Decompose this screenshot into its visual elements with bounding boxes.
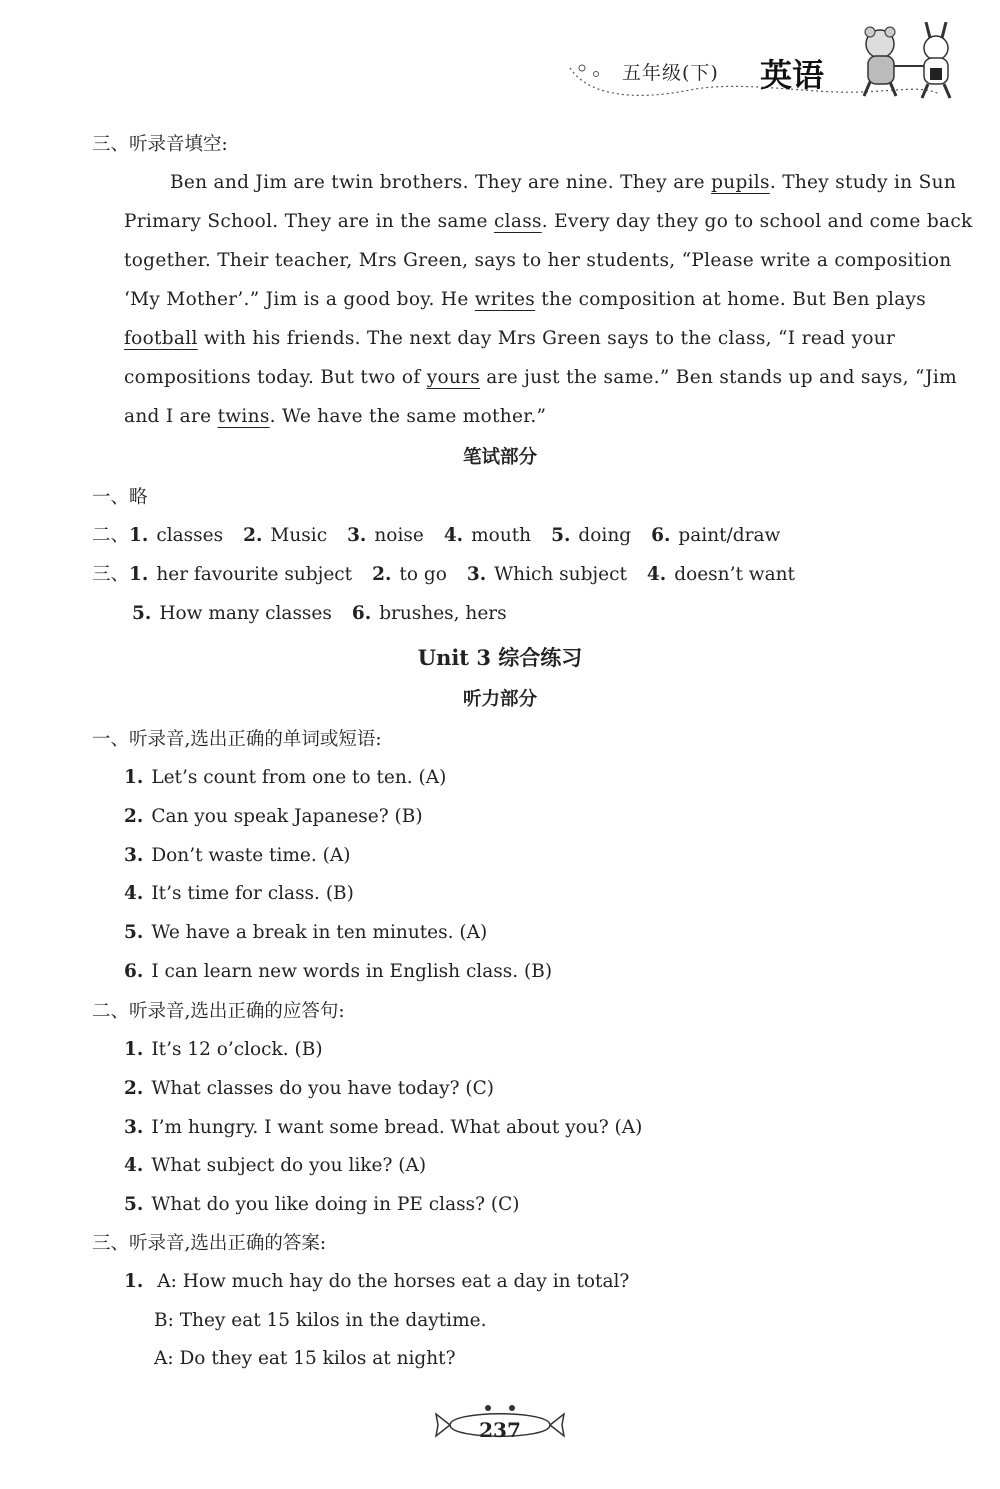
written-q2-row <box>92 524 780 548</box>
item-text: What subject do you like? (A) <box>151 1155 427 1177</box>
list-item <box>124 921 487 945</box>
item-number: 3. <box>124 844 144 866</box>
list-item <box>124 1077 494 1101</box>
answer-text: Music <box>270 525 328 546</box>
passage-text: . They study in Sun <box>769 172 957 193</box>
filled-answer: class <box>493 211 542 232</box>
passage-text: ‘My Mother’.” Jim is a good boy. He <box>124 289 475 310</box>
written-q2-label: 二、 <box>92 525 130 546</box>
answer-text: doing <box>578 525 632 546</box>
passage-line <box>170 171 956 195</box>
passage-text: and I are <box>124 406 218 427</box>
answer-text: brushes, hers <box>379 603 507 624</box>
cartoon-animals-icon <box>850 22 970 102</box>
answer-text: Which subject <box>494 564 627 585</box>
listening-part-heading: 听力部分 <box>462 689 537 710</box>
list-item <box>124 1116 642 1140</box>
item-number: 4. <box>124 883 144 905</box>
answer-text: How many classes <box>159 603 332 624</box>
item-number: 2. <box>243 525 263 546</box>
item-number: 1. <box>124 767 144 788</box>
item-number: 2. <box>372 564 392 585</box>
dialogue-line: A: Do they eat 15 kilos at night? <box>154 1348 456 1369</box>
item-number: 1. <box>129 525 149 546</box>
passage-text: . Every day they go to school and come back <box>541 211 973 232</box>
item-number: 2. <box>124 805 144 827</box>
unit-title: Unit 3 综合练习 <box>417 645 583 670</box>
header-grade-label: 五年级(下) <box>622 62 719 84</box>
part1-heading: 一、听录音,选出正确的单词或短语: <box>92 729 382 750</box>
header-subject-label: 英语 <box>760 56 825 94</box>
answer-text: doesn’t want <box>674 564 795 585</box>
passage-text: together. Their teacher, Mrs Green, says to her students, “Please write a composition <box>124 250 952 271</box>
item-text: It’s time for class. (B) <box>151 883 354 905</box>
section-heading-listen-fill: 三、听录音填空: <box>92 134 228 155</box>
filled-answer: football <box>124 328 198 349</box>
item-number: 1. <box>129 564 149 585</box>
item-number: 1. <box>124 1271 144 1292</box>
written-q1: 一、略 <box>92 487 148 508</box>
item-text: I can learn new words in English class. (B) <box>151 961 553 982</box>
item-number: 5. <box>124 922 144 944</box>
answer-text: her favourite subject <box>156 564 353 585</box>
written-q3-label: 三、 <box>92 564 130 585</box>
answer-text: mouth <box>471 525 532 546</box>
passage-line <box>124 210 973 234</box>
passage-text: . We have the same mother.” <box>269 406 547 427</box>
item-text: We have a break in ten minutes. (A) <box>151 922 488 944</box>
item-number: 1. <box>124 1039 144 1060</box>
passage-text: are just the same.” Ben stands up and says, “Jim <box>480 367 957 388</box>
passage-text: compositions today. But two of <box>124 367 427 388</box>
written-part-heading: 笔试部分 <box>462 447 537 468</box>
item-number: 3. <box>466 564 487 585</box>
passage-text: with his friends. The next day Mrs Green says to the class, “I read your <box>197 328 896 349</box>
passage-line <box>124 249 952 273</box>
item-number: 5. <box>132 603 152 624</box>
list-item <box>124 1038 323 1062</box>
list-item <box>124 1154 426 1178</box>
passage-line <box>124 288 926 312</box>
item-number: 3. <box>347 525 367 546</box>
list-item <box>124 844 350 868</box>
item-text: I’m hungry. I want some bread. What about you? (A) <box>151 1116 643 1138</box>
item-number: 6. <box>124 961 144 982</box>
part2-heading: 二、听录音,选出正确的应答句: <box>92 1001 345 1022</box>
list-item <box>124 805 423 829</box>
passage-text: Ben and Jim are twin brothers. They are nine. They are <box>170 172 712 193</box>
answer-text: to go <box>399 564 447 585</box>
item-text: Can you speak Japanese? (B) <box>151 805 423 827</box>
item-text: Don’t waste time. (A) <box>151 844 351 866</box>
list-item <box>124 960 552 984</box>
answer-text: classes <box>156 525 224 546</box>
part3-heading: 三、听录音,选出正确的答案: <box>92 1233 327 1254</box>
item-text: Let’s count from one to ten. (A) <box>151 767 447 788</box>
passage-text: Primary School. They are in the same <box>124 211 494 232</box>
item-number: 2. <box>124 1077 144 1099</box>
item-number: 6. <box>651 525 671 546</box>
item-number: 5. <box>124 1194 144 1216</box>
passage-line <box>124 405 546 429</box>
answer-text: noise <box>374 525 424 546</box>
passage-text: the composition at home. But Ben plays <box>535 289 927 310</box>
answer-text: paint/draw <box>678 525 781 546</box>
list-item <box>124 882 354 906</box>
filled-answer: pupils <box>711 172 770 193</box>
item-text: What do you like doing in PE class? (C) <box>151 1194 520 1216</box>
written-q3-row2 <box>132 602 507 626</box>
written-q3-row1 <box>92 563 795 587</box>
item-text: It’s 12 o’clock. (B) <box>151 1039 323 1060</box>
filled-answer: writes <box>474 289 536 310</box>
dialogue-line: B: They eat 15 kilos in the daytime. <box>154 1310 487 1331</box>
item-text: What classes do you have today? (C) <box>151 1077 494 1099</box>
list-item <box>124 1193 520 1217</box>
filled-answer: twins <box>217 406 270 427</box>
item-number: 4. <box>646 564 667 585</box>
passage-line <box>124 327 895 351</box>
item-number: 3. <box>124 1116 144 1138</box>
list-item <box>124 766 446 790</box>
passage-line <box>124 366 957 390</box>
page-number: 237 <box>479 1418 521 1442</box>
filled-answer: yours <box>426 367 481 388</box>
item-number: 5. <box>551 525 571 546</box>
item-number: 4. <box>443 525 464 546</box>
dialogue-line: A: How much hay do the horses eat a day in total? <box>157 1271 630 1292</box>
item-number: 6. <box>351 603 372 624</box>
part3-item1 <box>124 1270 629 1294</box>
item-number: 4. <box>124 1155 144 1177</box>
